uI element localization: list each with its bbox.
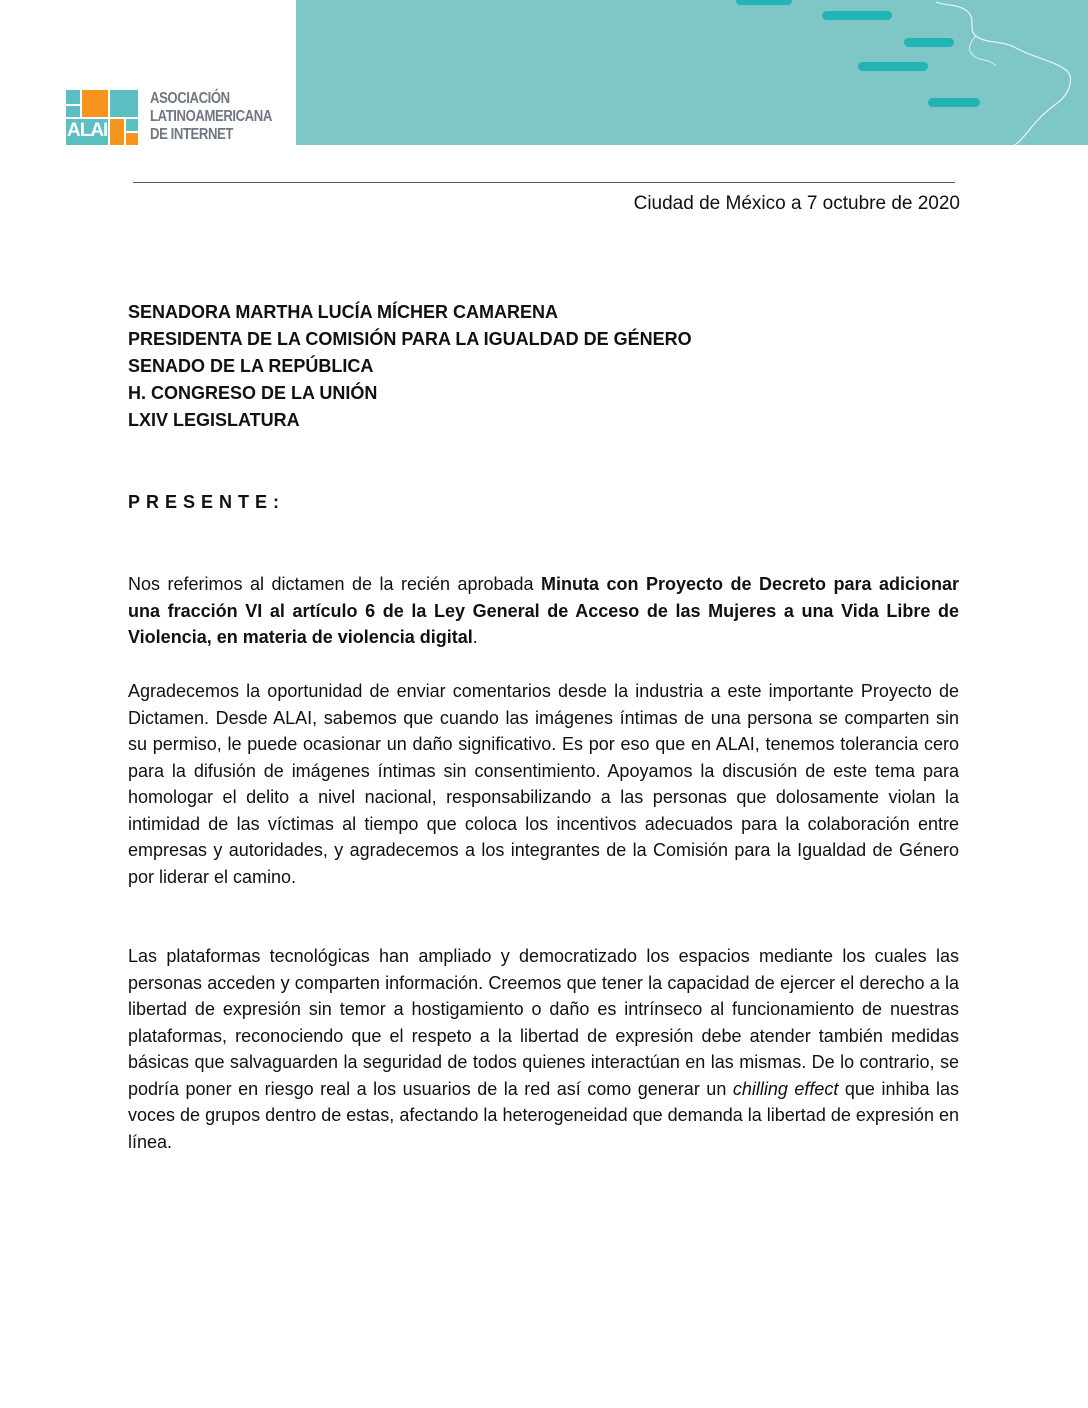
logo-name-line: LATINOAMERICANA: [150, 108, 272, 125]
addressee-line: PRESIDENTA DE LA COMISIÓN PARA LA IGUALDAD DE GÉNERO: [128, 329, 692, 349]
logo-abbreviation: ALAI: [67, 120, 108, 141]
addressee-line: SENADO DE LA REPÚBLICA: [128, 356, 374, 376]
logo-name-line: DE INTERNET: [150, 126, 233, 143]
salutation: PRESENTE:: [128, 492, 286, 512]
addressee-line: H. CONGRESO DE LA UNIÓN: [128, 383, 378, 403]
addressee-block: [128, 299, 692, 434]
paragraph-3-italic: chilling effect: [732, 1078, 839, 1099]
logo-name-line: ASOCIACIÓN: [150, 90, 230, 107]
addressee-line: SENADORA MARTHA LUCÍA MÍCHER CAMARENA: [128, 302, 558, 322]
paragraph-1-bold: Minuta con Proyecto de Decreto para adicionar una fracción VI al artículo 6 de la Ley General de Acceso de las Mujeres a una Vida Libre de Violencia, en materia de violencia digital: [128, 574, 959, 647]
paragraph-1-end: .: [472, 627, 478, 647]
paragraph-3: [128, 943, 959, 1155]
alai-logo: [66, 90, 296, 146]
paragraph-1-intro: Nos referimos al dictamen de la recién aprobada: [128, 574, 542, 594]
paragraph-1: [128, 571, 959, 651]
banner-dash: [822, 11, 892, 20]
paragraph-3-after: que inhiba las voces de grupos dentro de estas, afectando la heterogeneidad que demanda la libertad de expresión en línea.: [128, 1078, 959, 1152]
banner-dash: [736, 0, 792, 5]
logo-organization-name: [150, 90, 272, 144]
header-banner: [296, 0, 1088, 145]
header-divider: [133, 182, 955, 183]
date-line: Ciudad de México a 7 octubre de 2020: [633, 193, 960, 214]
paragraph-3-before: Las plataformas tecnológicas han ampliado y democratizado los espacios mediante los cuales las personas acceden y comparten información. Creemos que tener la capacidad de ejercer el derecho a la libertad de expresión sin temor a hostigamiento o daño es intrínseco al funcionamiento de nuestras plataformas, reconociendo que el respeto a la libertad de expresión debe atender también medidas básicas que salvaguarden la seguridad de todos quienes interactúan en las mismas. De lo contrario, se podría poner en riesgo real a los usuarios de la red así como generar un: [128, 946, 959, 1099]
paragraph-2: Agradecemos la oportunidad de enviar comentarios desde la industria a este importante Proyecto de Dictamen. Desde ALAI, sabemos que cuando las imágenes íntimas de una persona se comparten sin su permiso, le puede ocasionar un daño significativo. Es por eso que en ALAI, tenemos tolerancia cero para la difusión de imágenes íntimas sin consentimiento. Apoyamos la discusión de este tema para homologar el delito a nivel nacional, responsabilizando a las personas que dolosamente violan la intimidad de las víctimas al tiempo que coloca los incentivos adecuados para la colaboración entre empresas y autoridades, y agradecemos a los integrantes de la Comisión para la Igualdad de Género por liderar el camino.: [128, 681, 959, 887]
addressee-line: LXIV LEGISLATURA: [128, 410, 300, 430]
americas-map-outline: [916, 0, 1088, 145]
